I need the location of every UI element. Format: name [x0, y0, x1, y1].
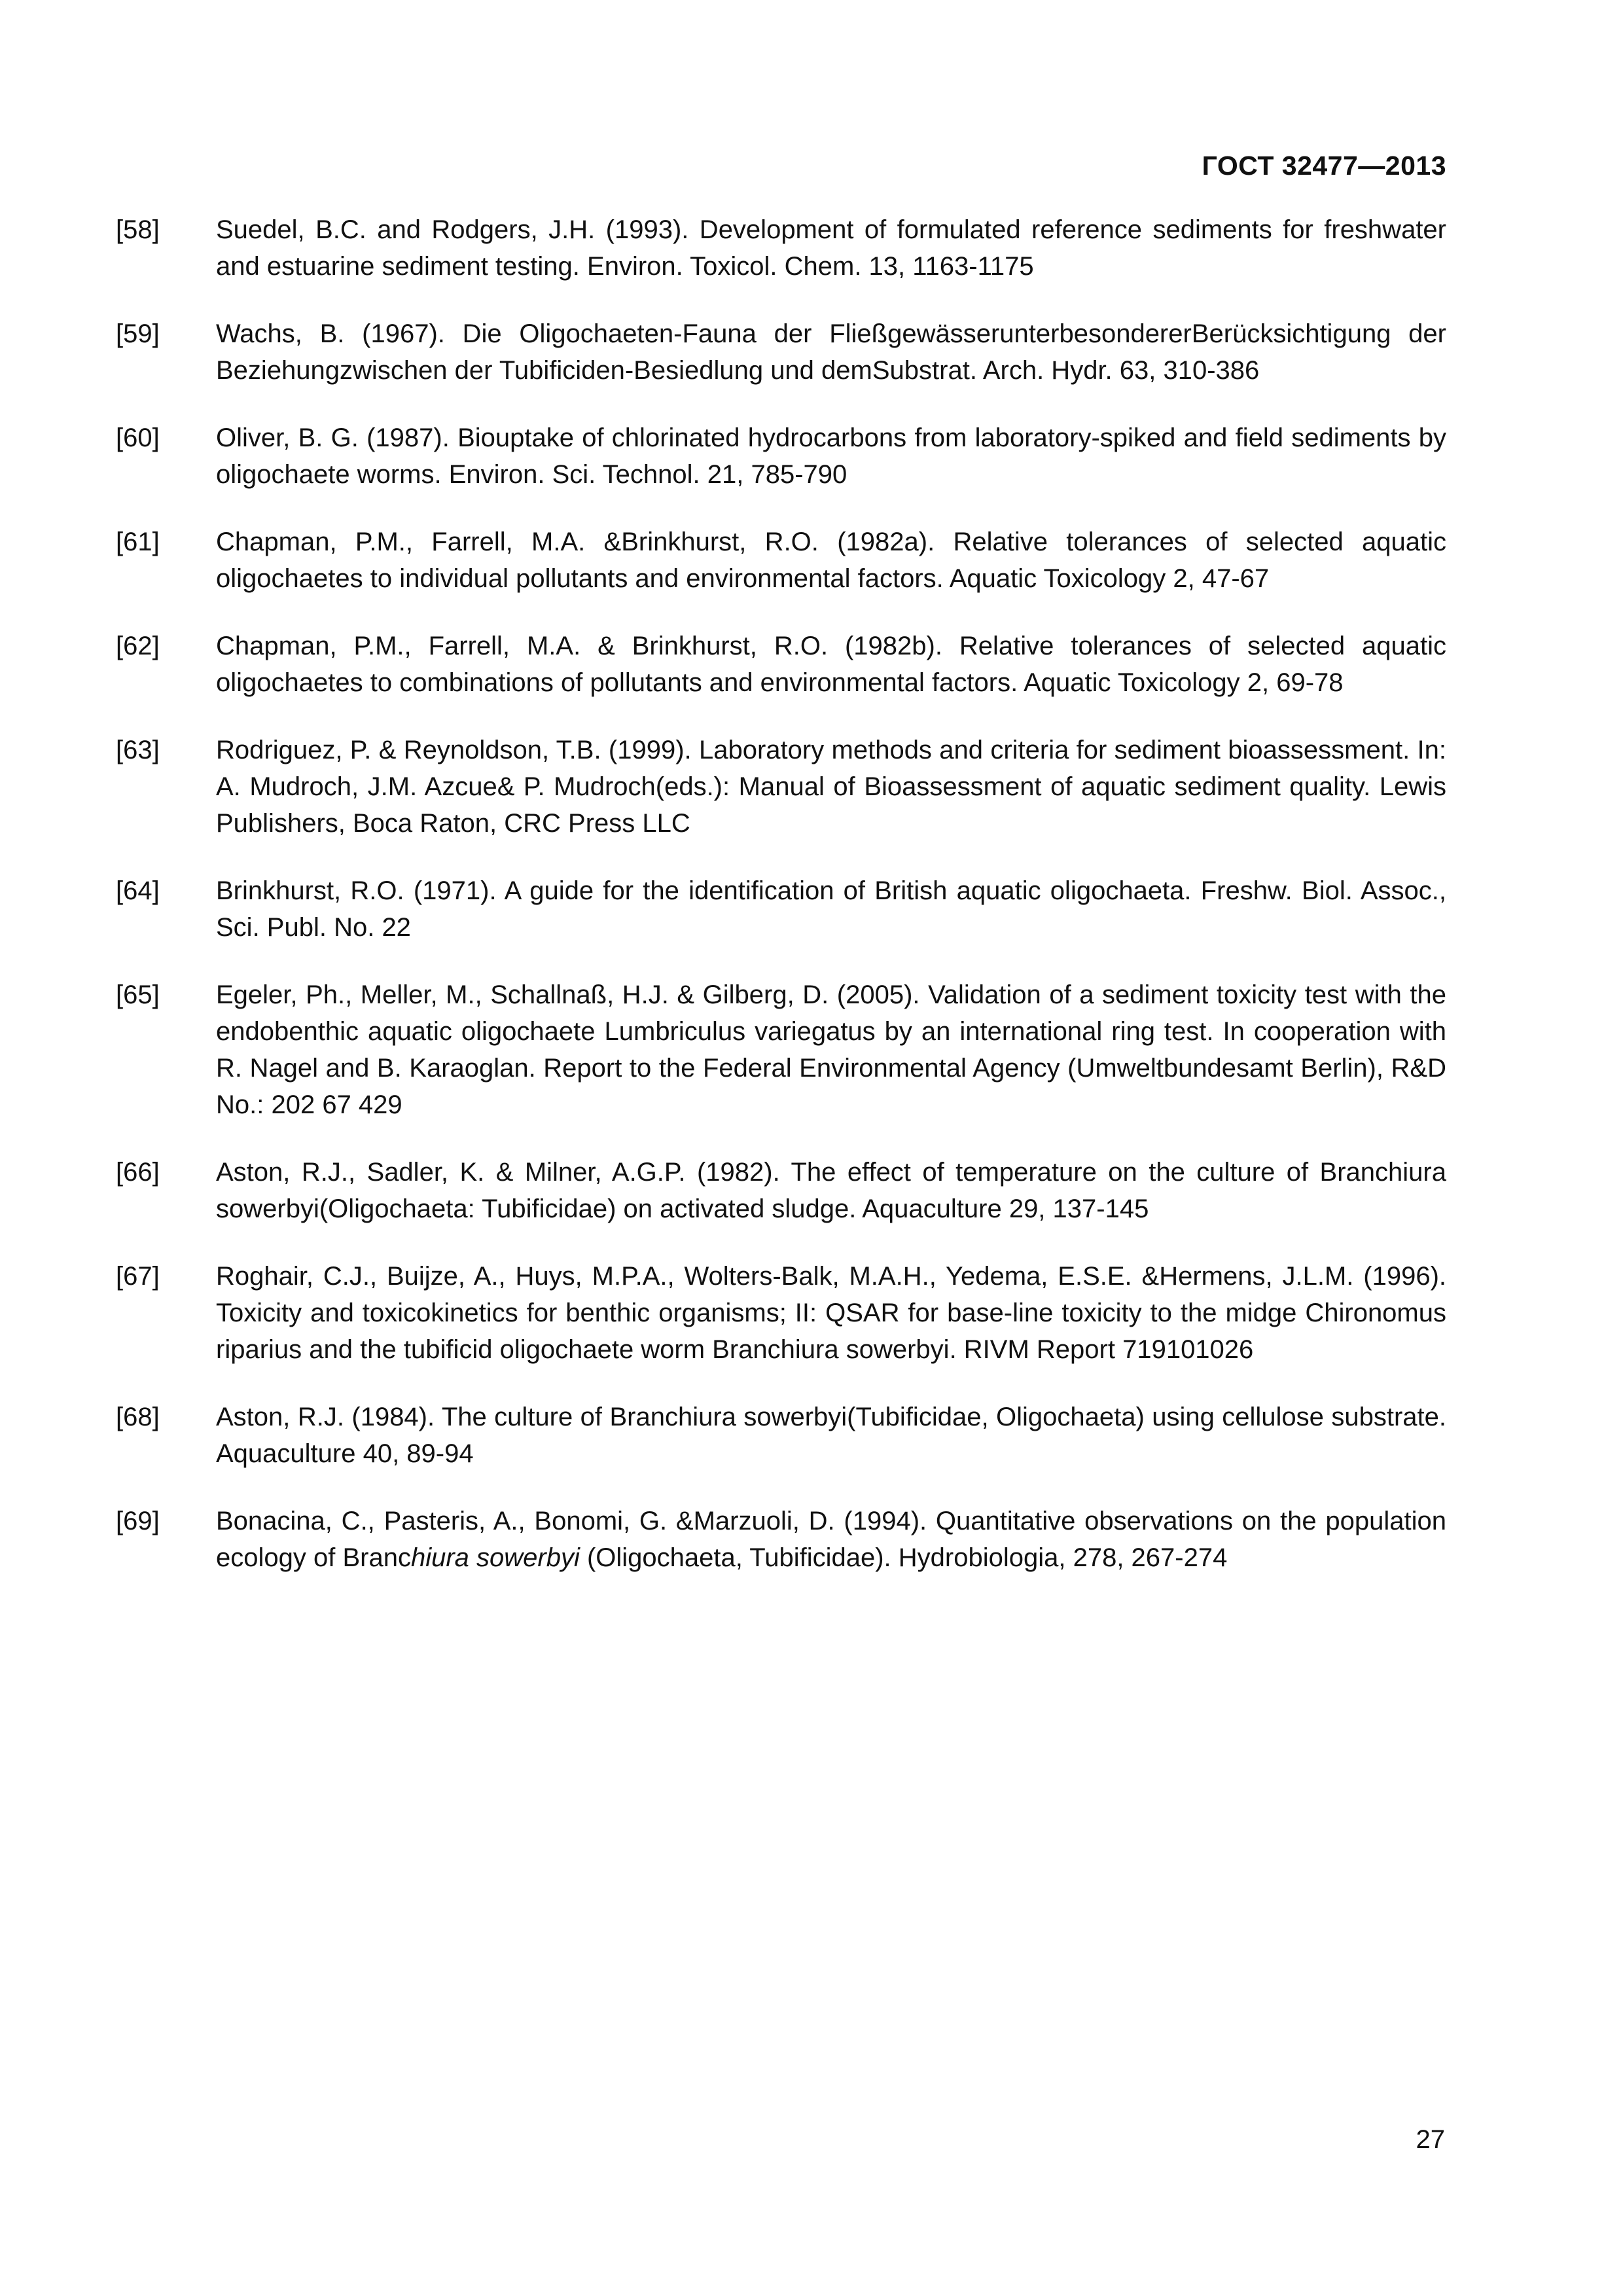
reference-text: Roghair, C.J., Buijze, A., Huys, M.P.A., Wolters-Balk, M.A.H., Yedema, E.S.E. &Hermens, J.L.M. (1996). Toxicity and toxicokinetics for benthic organisms; II: QSAR for base-line toxicity to the midge Chironomus riparius and the tubificid oligochaete worm Branchiura sowerbyi. RIVM Report 719101026	[216, 1262, 1446, 1364]
reference-text: Wachs, B. (1967). Die Oligochaeten-Fauna der FließgewässerunterbesondererBerücksichtigung der Beziehungzwischen der Tubificiden-Besiedlung und demSubstrat. Arch. Hydr. 63, 310-386	[216, 319, 1446, 385]
reference-number: [62]	[116, 632, 160, 660]
reference-item	[116, 1154, 1446, 1227]
document-standard-id: ГОСТ 32477—2013	[1202, 151, 1446, 181]
reference-number: [58]	[116, 215, 160, 244]
reference-list	[116, 211, 1446, 1607]
reference-text	[216, 1503, 1446, 1576]
reference-number: [68]	[116, 1403, 160, 1431]
reference-item	[116, 1399, 1446, 1472]
reference-text: Brinkhurst, R.O. (1971). A guide for the identification of British aquatic oligochaeta. Freshw. Biol. Assoc., Sci. Publ. No. 22	[216, 876, 1446, 942]
reference-number: [65]	[116, 980, 160, 1009]
reference-number: [63]	[116, 736, 160, 764]
reference-text: Aston, R.J. (1984). The culture of Branchiura sowerbyi(Tubificidae, Oligochaeta) using cellulose substrate. Aquaculture 40, 89-94	[216, 1403, 1446, 1468]
reference-text: Oliver, B. G. (1987). Biouptake of chlorinated hydrocarbons from laboratory-spiked and field sediments by oligochaete worms. Environ. Sci. Technol. 21, 785-790	[216, 423, 1446, 489]
reference-item	[116, 524, 1446, 597]
reference-text: Chapman, P.M., Farrell, M.A. & Brinkhurst, R.O. (1982b). Relative tolerances of selected aquatic oligochaetes to combinations of pollutants and environmental factors. Aquatic Toxicology 2, 69-78	[216, 632, 1446, 697]
reference-number: [60]	[116, 423, 160, 452]
reference-text: Chapman, P.M., Farrell, M.A. &Brinkhurst, R.O. (1982a). Relative tolerances of selected aquatic oligochaetes to individual pollutants and environmental factors. Aquatic Toxicology 2, 47-67	[216, 528, 1446, 593]
reference-text-start: Bonacina, C., Pasteris, A., Bonomi, G. &Marzuoli, D. (1994). Quantitative observations on the population ecology of Branc	[216, 1507, 1446, 1572]
reference-item	[116, 977, 1446, 1123]
reference-text-end: (Oligochaeta, Tubificidae). Hydrobiologia, 278, 267-274	[579, 1543, 1228, 1572]
reference-text-italic: hiura sowerbyi	[410, 1543, 580, 1572]
reference-number: [59]	[116, 319, 160, 348]
reference-item	[116, 732, 1446, 842]
reference-item	[116, 1258, 1446, 1368]
reference-item	[116, 211, 1446, 285]
reference-text: Egeler, Ph., Meller, M., Schallnaß, H.J. & Gilberg, D. (2005). Validation of a sediment toxicity test with the endobenthic aquatic oligochaete Lumbriculus variegatus by an international ring test. In cooperation with R. Nagel and B. Karaoglan. Report to the Federal Environmental Agency (Umweltbundesamt Berlin), R&D No.: 202 67 429	[216, 980, 1446, 1119]
reference-number: [61]	[116, 528, 160, 556]
reference-number: [66]	[116, 1158, 160, 1187]
reference-number: [67]	[116, 1262, 160, 1291]
reference-item	[116, 1503, 1446, 1576]
reference-item	[116, 628, 1446, 701]
reference-text: Rodriguez, P. & Reynoldson, T.B. (1999). Laboratory methods and criteria for sediment bioassessment. In: A. Mudroch, J.M. Azcue& P. Mudroch(eds.): Manual of Bioassessment of aquatic sediment quality. Lewis Publishers, Boca Raton, CRC Press LLC	[216, 736, 1446, 838]
page-number: 27	[1416, 2125, 1445, 2154]
reference-item	[116, 315, 1446, 389]
reference-number: [64]	[116, 876, 160, 905]
reference-number: [69]	[116, 1507, 160, 1535]
reference-text: Aston, R.J., Sadler, K. & Milner, A.G.P. (1982). The effect of temperature on the culture of Branchiura sowerbyi(Oligochaeta: Tubificidae) on activated sludge. Aquaculture 29, 137-145	[216, 1158, 1446, 1223]
reference-text: Suedel, B.C. and Rodgers, J.H. (1993). Development of formulated reference sediments for freshwater and estuarine sediment testing. Environ. Toxicol. Chem. 13, 1163-1175	[216, 215, 1446, 281]
reference-item	[116, 872, 1446, 946]
reference-item	[116, 420, 1446, 493]
